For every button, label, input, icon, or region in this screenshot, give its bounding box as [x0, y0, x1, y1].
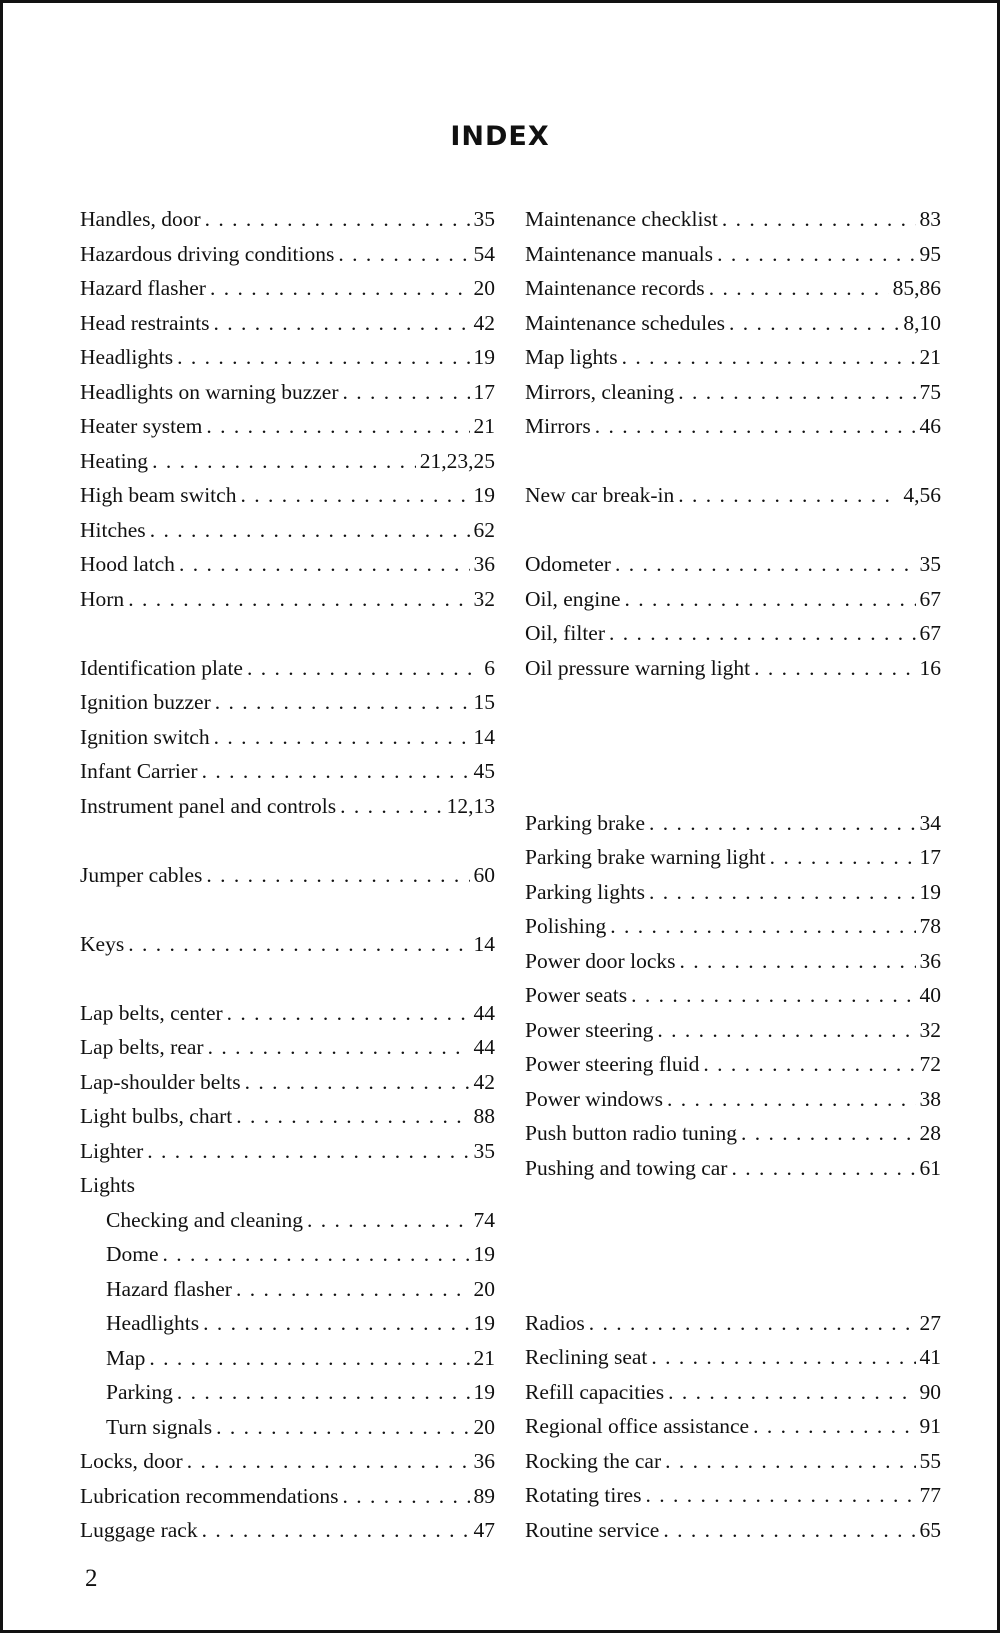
index-entry: Push button radio tuning . . . 28	[525, 1121, 941, 1156]
index-entry: Power door locks . . . 36	[525, 949, 941, 984]
index-entry: Maintenance manuals . . . 95	[525, 242, 941, 277]
index-entry: Refill capacities . . . 90	[525, 1380, 941, 1415]
index-entry: Instrument panel and controls . . . 12,13	[80, 794, 495, 829]
index-subentry: Checking and cleaning . . . 74	[80, 1208, 495, 1243]
index-entry: Hazard flasher . . . 20	[80, 276, 495, 311]
index-column-left	[80, 207, 495, 1553]
index-entry: Lap belts, center . . . 44	[80, 1001, 495, 1036]
index-entry: Handles, door . . . 35	[80, 207, 495, 242]
index-entry: Luggage rack . . . 47	[80, 1518, 495, 1553]
page-number: 2	[85, 1565, 98, 1592]
index-entry: Jumper cables . . . 60	[80, 863, 495, 898]
index-entry: Oil, engine . . . 67	[525, 587, 941, 622]
index-entry: Keys . . . 14	[80, 932, 495, 967]
index-entry: Horn . . . 32	[80, 587, 495, 622]
index-entry: Lap-shoulder belts . . . 42	[80, 1070, 495, 1105]
index-entry: Pushing and towing car . . . 61	[525, 1156, 941, 1191]
index-entry: Maintenance checklist . . . 83	[525, 207, 941, 242]
index-entry: Headlights on warning buzzer . . . 17	[80, 380, 495, 415]
index-entry: Routine service . . . 65	[525, 1518, 941, 1553]
index-entry: Regional office assistance . . . 91	[525, 1414, 941, 1449]
index-column-right	[525, 207, 941, 1552]
index-entry: Locks, door . . . 36	[80, 1449, 495, 1484]
index-entry: Hood latch . . . 36	[80, 552, 495, 587]
index-subentry: Parking . . . 19	[80, 1380, 495, 1415]
index-subentry: Headlights . . . 19	[80, 1311, 495, 1346]
index-entry: Mirrors . . . 46	[525, 414, 941, 449]
index-entry: Radios . . . 27	[525, 1311, 941, 1346]
index-entry: Oil, filter . . . 67	[525, 621, 941, 656]
index-heading-lights: Lights	[80, 1173, 135, 1197]
index-entry: Hitches . . . 62	[80, 518, 495, 553]
index-entry: Infant Carrier . . . 45	[80, 759, 495, 794]
index-entry: Heater system . . . 21	[80, 414, 495, 449]
index-entry: Power seats . . . 40	[525, 983, 941, 1018]
index-entry: Light bulbs, chart . . . 88	[80, 1104, 495, 1139]
index-entry: Lap belts, rear . . . 44	[80, 1035, 495, 1070]
index-entry: Power steering fluid . . . 72	[525, 1052, 941, 1087]
index-entry: Hazardous driving conditions . . . 54	[80, 242, 495, 277]
index-entry: Oil pressure warning light . . . 16	[525, 656, 941, 691]
index-entry: Power windows . . . 38	[525, 1087, 941, 1122]
index-entry: Parking lights . . . 19	[525, 880, 941, 915]
index-entry: Mirrors, cleaning . . . 75	[525, 380, 941, 415]
index-entry: High beam switch . . . 19	[80, 483, 495, 518]
page-title: INDEX	[450, 121, 550, 152]
index-entry: Parking brake warning light . . . 17	[525, 845, 941, 880]
index-entry: Ignition buzzer . . . 15	[80, 690, 495, 725]
index-entry: Maintenance records . . . 85,86	[525, 276, 941, 311]
index-entry: Lighter . . . 35	[80, 1139, 495, 1174]
index-entry: Head restraints . . . 42	[80, 311, 495, 346]
index-subentry: Map . . . 21	[80, 1346, 495, 1381]
index-entry: Heating . . . 21,23,25	[80, 449, 495, 484]
index-entry: Headlights . . . 19	[80, 345, 495, 380]
index-subentry: Turn signals . . . 20	[80, 1415, 495, 1450]
index-entry: Power steering . . . 32	[525, 1018, 941, 1053]
index-entry: Lubrication recommendations . . . 89	[80, 1484, 495, 1519]
index-entry: Ignition switch . . . 14	[80, 725, 495, 760]
index-subentry: Hazard flasher . . . 20	[80, 1277, 495, 1312]
index-entry: Map lights . . . 21	[525, 345, 941, 380]
index-entry: New car break-in . . . 4,56	[525, 483, 941, 518]
index-entry: Identification plate . . . 6	[80, 656, 495, 691]
index-entry: Reclining seat . . . 41	[525, 1345, 941, 1380]
index-entry: Polishing . . . 78	[525, 914, 941, 949]
index-subentry: Dome . . . 19	[80, 1242, 495, 1277]
index-entry: Rocking the car . . . 55	[525, 1449, 941, 1484]
index-entry: Parking brake . . . 34	[525, 811, 941, 846]
index-entry: Maintenance schedules . . . 8,10	[525, 311, 941, 346]
index-entry: Odometer . . . 35	[525, 552, 941, 587]
index-entry: Rotating tires . . . 77	[525, 1483, 941, 1518]
